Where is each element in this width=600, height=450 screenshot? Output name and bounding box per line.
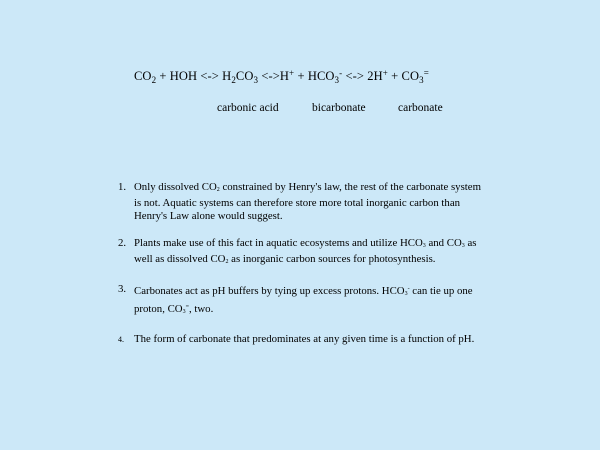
equation-h-ion: <->H: [258, 69, 290, 83]
list-superscript: -: [407, 286, 410, 292]
list-subscript: 3: [182, 309, 186, 315]
numbered-list: [118, 181, 488, 360]
equation-hco3: + HCO: [294, 69, 335, 83]
equation-carbonate: + CO: [387, 69, 420, 83]
equation-subscript: 2: [151, 75, 157, 85]
list-text: constrained by Henry's law, the rest of the carbonate system is not. Aquatic systems can therefore store more total inorganic carbon than Henry's Law alone would suggest.: [134, 181, 481, 222]
list-number: 4.: [118, 335, 124, 344]
chemical-equation: [134, 68, 429, 85]
equation-2h-ion: <-> 2H: [342, 69, 383, 83]
equation-subscript: 3: [419, 75, 424, 85]
equation-superscript: =: [423, 68, 429, 78]
list-text: can tie up one proton, CO: [134, 285, 473, 315]
equation-co2: CO: [134, 69, 152, 83]
list-number: 3.: [118, 283, 127, 295]
list-item: [118, 181, 488, 223]
label-carbonic-acid: carbonic acid: [217, 102, 279, 114]
label-carbonate: carbonate: [398, 102, 443, 114]
label-bicarbonate: bicarbonate: [312, 102, 366, 114]
list-subscript: 2: [225, 259, 229, 265]
equation-hoh: + HOH <-> H: [156, 69, 232, 83]
list-text: Plants make use of this fact in aquatic ecosystems and utilize HCO: [134, 237, 423, 249]
list-item: [118, 237, 488, 269]
list-text: as inorganic carbon sources for photosynthesis.: [228, 253, 436, 265]
list-number: 1.: [118, 181, 127, 193]
list-text: , two.: [188, 303, 214, 315]
list-text: and CO: [425, 237, 462, 249]
list-item: [118, 283, 488, 319]
list-subscript: 3: [404, 291, 408, 297]
equation-superscript: +: [382, 68, 388, 78]
list-number: 2.: [118, 237, 127, 249]
equation-superscript: -: [339, 68, 343, 78]
list-subscript: 3: [461, 243, 465, 249]
list-text: Only dissolved CO: [134, 181, 217, 193]
list-item: [118, 333, 488, 346]
list-subscript: 2: [216, 187, 220, 193]
list-text: The form of carbonate that predominates at any given time is a function of pH.: [134, 333, 475, 345]
list-text: Carbonates act as pH buffers by tying up excess protons. HCO: [134, 285, 405, 297]
equation-subscript: 3: [334, 75, 340, 85]
list-subscript: 3: [422, 243, 426, 249]
list-text: as well as dissolved CO: [134, 237, 477, 265]
equation-subscript: 2: [231, 75, 236, 85]
list-superscript: =: [185, 304, 189, 310]
equation-co3: CO: [235, 69, 254, 83]
equation-subscript: 3: [253, 75, 259, 85]
equation-superscript: +: [289, 68, 295, 78]
